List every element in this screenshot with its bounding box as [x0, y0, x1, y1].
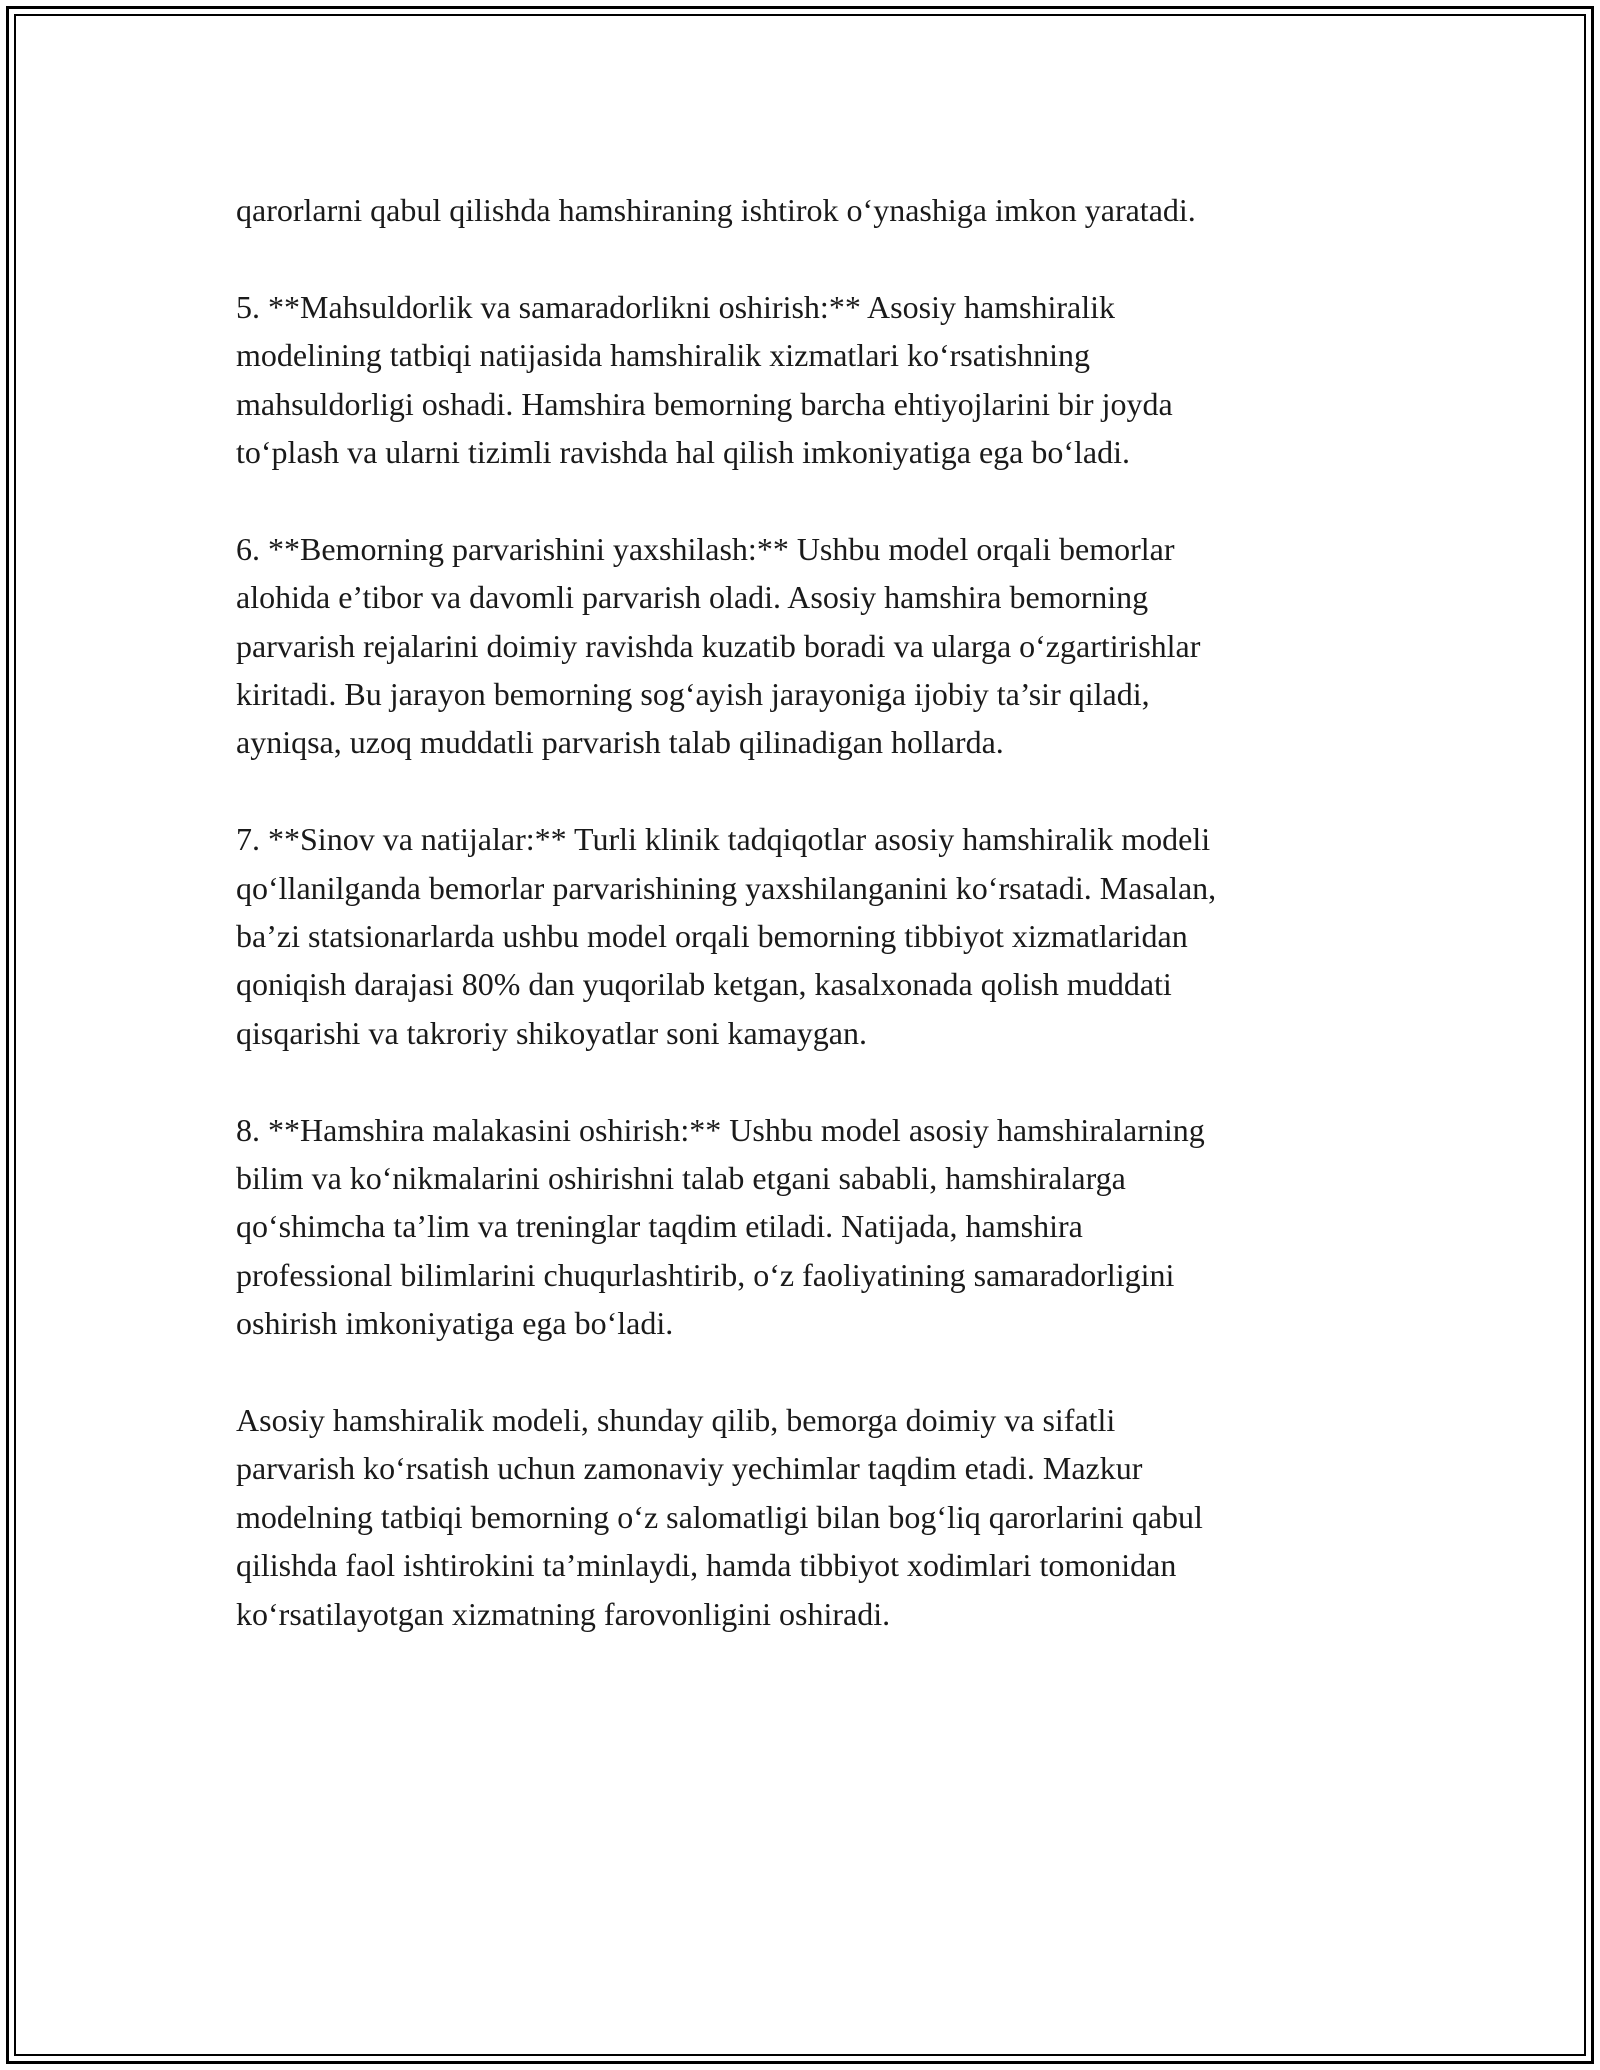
- paragraph-item-7: 7. **Sinov va natijalar:** Turli klinik tadqiqotlar asosiy hamshiralik modeli qo‘llanilganda bemorlar parvarishining yaxshilanganini ko‘rsatadi. Masalan, ba’zi statsionarlarda ushbu model orqali bemorning tibbiyot xizmatlaridan qoniqish darajasi 80% dan yuqorilab ketgan, kasalxonada qolish muddati qisqarishi va takroriy shikoyatlar soni kamaygan.: [236, 821, 1217, 1051]
- paragraph-conclusion: Asosiy hamshiralik modeli, shunday qilib, bemorga doimiy va sifatli parvarish ko‘rsatish uchun zamonaviy yechimlar taqdim etadi. Mazkur modelning tatbiqi bemorning o‘z salomatligi bilan bog‘liq qarorlarini qabul qilishda faol ishtirokini ta’minlaydi, hamda tibbiyot xodimlari tomonidan ko‘rsatilayotgan xizmatning farovonligini oshiradi.: [236, 1402, 1203, 1632]
- document-body: [236, 186, 1386, 1687]
- paragraph-item-6: 6. **Bemorning parvarishini yaxshilash:** Ushbu model orqali bemorlar alohida e’tibor va davomli parvarish oladi. Asosiy hamshira bemorning parvarish rejalarini doimiy ravishda kuzatib boradi va ularga o‘zgartirishlar kiritadi. Bu jarayon bemorning sog‘ayish jarayoniga ijobiy ta’sir qiladi, ayniqsa, uzoq muddatli parvarish talab qilinadigan hollarda.: [236, 530, 1201, 761]
- paragraph-item-8: 8. **Hamshira malakasini oshirish:** Ushbu model asosiy hamshiralarning bilim va ko‘nikmalarini oshirishni talab etgani sababli, hamshiralarga qo‘shimcha ta’lim va treninglar taqdim etiladi. Natijada, hamshira professional bilimlarini chuqurlashtirib, o‘z faoliyatining samaradorligini oshirish imkoniyatiga ega bo‘ladi.: [236, 1111, 1205, 1342]
- paragraph-continuation: qarorlarni qabul qilishda hamshiraning ishtirok o‘ynashiga imkon yaratadi.: [236, 192, 1196, 228]
- paragraph-item-5: 5. **Mahsuldorlik va samaradorlikni oshirish:** Asosiy hamshiralik modelining tatbiqi natijasida hamshiralik xizmatlari ko‘rsatishning mahsuldorligi oshadi. Hamshira bemorning barcha ehtiyojlarini bir joyda to‘plash va ularni tizimli ravishda hal qilish imkoniyatiga ega bo‘ladi.: [236, 288, 1173, 471]
